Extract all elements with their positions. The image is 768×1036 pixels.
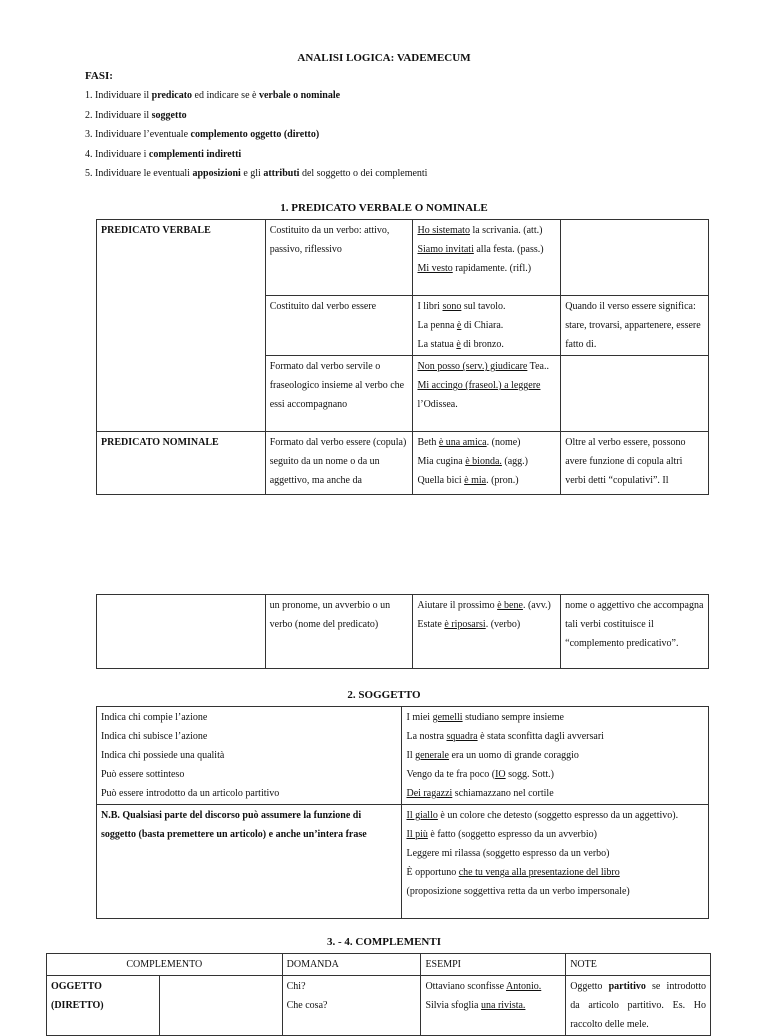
table-row [97,220,709,296]
table-cell: Oltre al verbo essere, possono avere funzione di copula altri verbi detti “copulativi”. Il [561,432,709,495]
table-cell: Non posso (serv.) giudicare Tea.. Mi accingo (fraseol.) a leggere l’Odissea. [413,356,561,432]
section1-heading: 1. PREDICATO VERBALE O NOMINALE [280,202,488,214]
header-domanda: DOMANDA [282,954,421,976]
table-cell [561,220,709,296]
table-cell [561,356,709,432]
predicato-verbale-label: PREDICATO VERBALE [97,220,266,432]
section2-heading: 2. SOGGETTO [347,689,421,701]
table-cell: Ho sistemato la scrivania. (att.) Siamo invitati alla festa. (pass.) Mi vesto rapidamente. (rifl.) [413,220,561,296]
step-item: 4. Individuare i complementi indiretti [85,148,242,160]
table-row [97,595,709,669]
step-item: 5. Individuare le eventuali apposizioni e gli attributi del soggetto o dei complementi [85,168,428,179]
table-cell: Quando il verso essere significa: stare, trovarsi, appartenere, essere fatto di. [561,296,709,356]
table-header-row [47,954,711,976]
table-cell: Chi? Che cosa? [282,976,421,1036]
fasi-label: FASI: [85,70,113,82]
table-row [97,432,709,495]
header-esempi: ESEMPI [421,954,566,976]
table-row [47,976,711,1036]
table-cell: Indica chi compie l’azione Indica chi subisce l’azione Indica chi possiede una qualità Può essere sottinteso Può essere introdotto da un articolo partitivo [97,707,402,805]
table-cell: un pronome, un avverbio o un verbo (nome del predicato) [265,595,413,669]
table-cell: Costituito da un verbo: attivo, passivo, riflessivo [265,220,413,296]
table-cell: nome o aggettivo che accompagna tali verbi costituisce il “complemento predicativo”. [561,595,709,669]
step-item: 2. Individuare il soggetto [85,109,187,121]
oggetto-label: OGGETTO (DIRETTO) [47,976,160,1036]
header-note: NOTE [566,954,711,976]
header-complemento: COMPLEMENTO [47,954,283,976]
table-row [97,805,709,919]
table-cell: Costituito dal verbo essere [265,296,413,356]
table-cell: I miei gemelli studiano sempre insieme La nostra squadra è stata sconfitta dagli avversari Il generale era un uomo di grande coraggio Vengo da te fra poco (IO sogg. Sott.) Dei ragazzi schiamazzano nel cortile [402,707,709,805]
soggetto-table [96,706,709,919]
table-cell: Aiutare il prossimo è bene. (avv.) Estate è riposarsi. (verbo) [413,595,561,669]
predicato-table [96,219,709,495]
table-cell: Oggetto partitivo se introdotto da articolo partitivo. Es. Ho raccolto delle mele. [566,976,711,1036]
table-cell: I libri sono sul tavolo. La penna è di Chiara. La statua è di bronzo. [413,296,561,356]
table-cell: Beth è una amica. (nome) Mia cugina è bionda. (agg.) Quella bici è mia. (pron.) [413,432,561,495]
table-cell: Formato dal verbo essere (copula) seguito da un nome o da un aggettivo, ma anche da [265,432,413,495]
predicato-nominale-label: PREDICATO NOMINALE [97,432,266,495]
document-title: ANALISI LOGICA: VADEMECUM [297,52,471,64]
step-item: 1. Individuare il predicato ed indicare se è verbale o nominale [85,90,341,101]
table-cell [159,976,282,1036]
table-cell: Formato dal verbo servile o fraseologico insieme al verbo che essi accompagnano [265,356,413,432]
section3-heading: 3. - 4. COMPLEMENTI [327,936,441,948]
table-cell [97,595,266,669]
table-cell: Ottaviano sconfisse Antonio. Silvia sfoglia una rivista. [421,976,566,1036]
nb-note: N.B. Qualsiasi parte del discorso può assumere la funzione di soggetto (basta premettere un articolo) e anche un’intera frase [97,805,402,919]
table-row [97,707,709,805]
steps-list [85,86,427,184]
predicato-table-continued [96,594,709,669]
table-cell: Il giallo è un colore che detesto (soggetto espresso da un aggettivo). Il più è fatto (soggetto espresso da un avverbio) Leggere mi rilassa (soggetto espresso da un verbo) È opportuno che tu venga alla presentazione del libro (proposizione soggettiva retta da un verbo impersonale) [402,805,709,919]
step-item: 3. Individuare l’eventuale complemento oggetto (diretto) [85,129,320,140]
